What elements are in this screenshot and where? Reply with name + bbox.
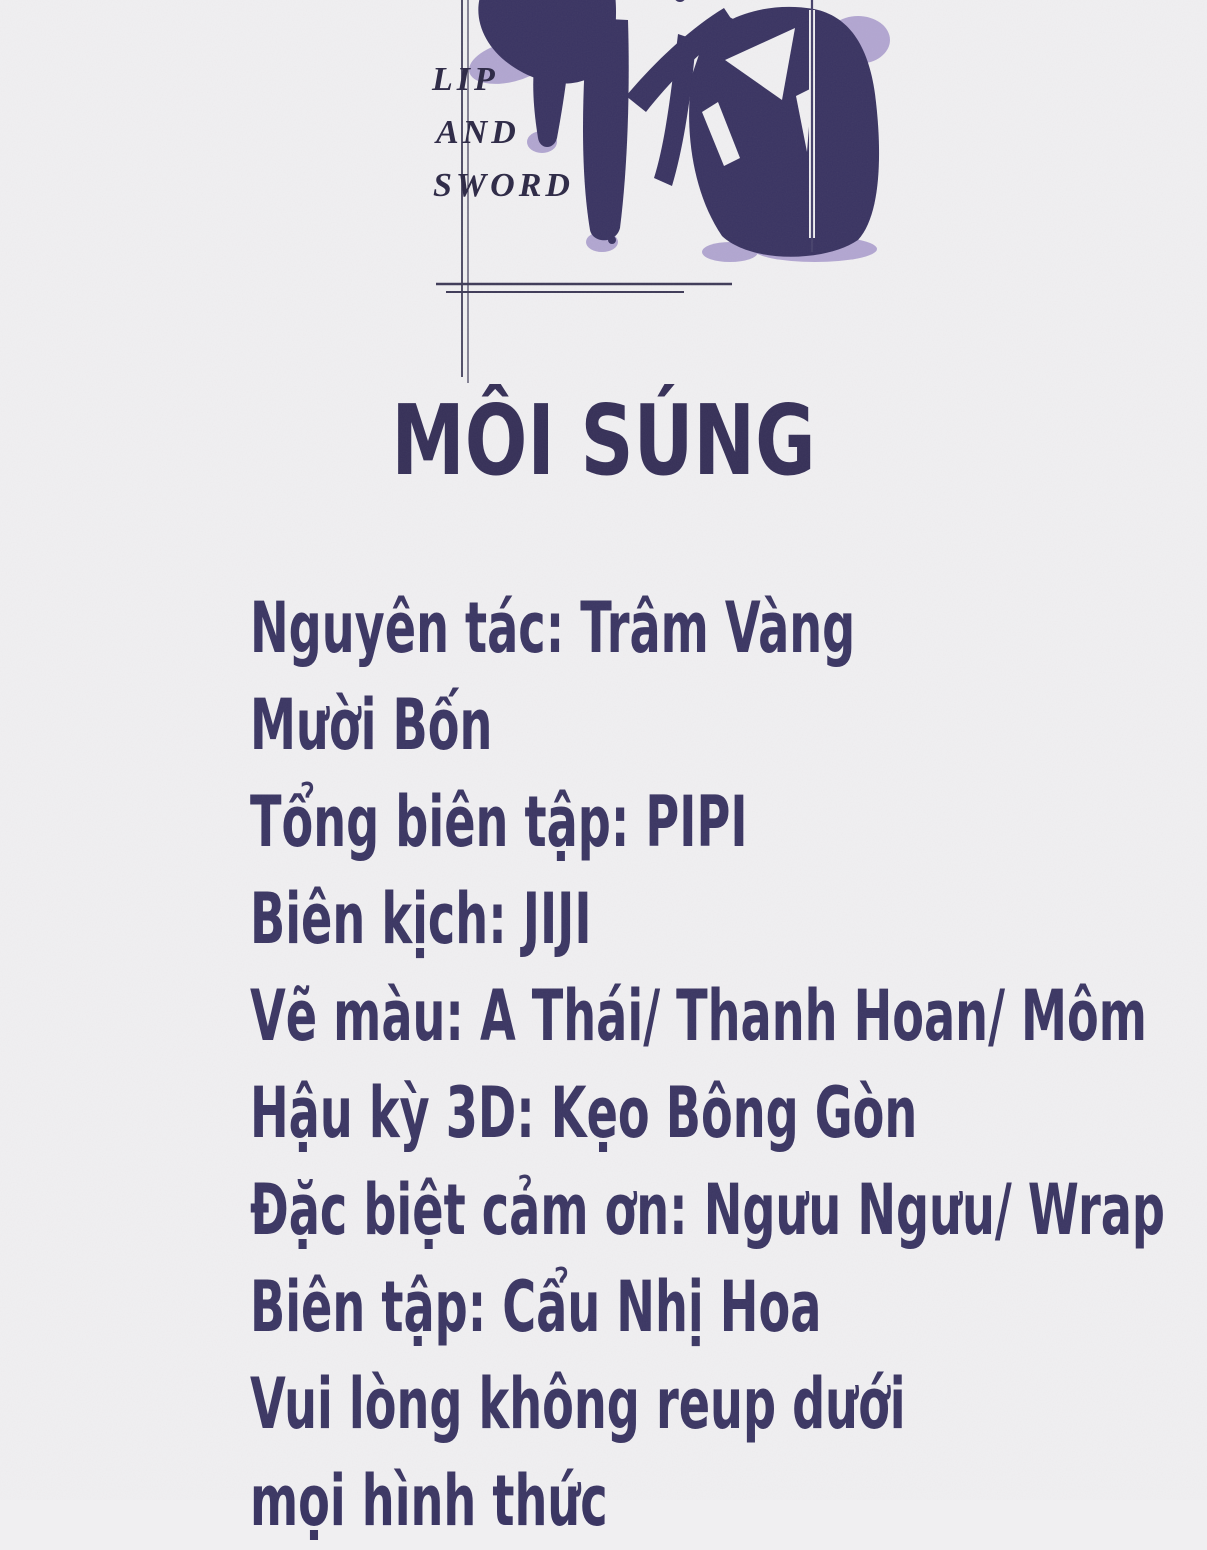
chinese-brush-character — [478, 0, 879, 257]
logo-word-and: AND — [436, 114, 520, 151]
credit-line-no-reup-2: mọi hình thức — [250, 1460, 608, 1542]
page-title: MÔI SÚNG — [391, 384, 816, 497]
credits-list — [250, 580, 1165, 1550]
credit-line-special-thanks: Đặc biệt cảm ơn: Ngưu Ngưu/ Wrap — [250, 1169, 1166, 1251]
lip-and-sword-logo — [430, 0, 890, 390]
credit-line-3d-post: Hậu kỳ 3D: Kẹo Bông Gòn — [250, 1072, 918, 1154]
logo-word-sword: SWORD — [433, 167, 574, 204]
credit-line-no-reup-1: Vui lòng không reup dưới — [250, 1363, 906, 1445]
credit-line-chief-editor: Tổng biên tập: PIPI — [250, 781, 748, 863]
credit-line-editor: Biên tập: Cẩu Nhị Hoa — [250, 1266, 822, 1348]
credit-line-scriptwriter: Biên kịch: JIJI — [250, 878, 592, 960]
logo-word-lip: LIP — [432, 61, 499, 98]
credit-line-original-author-2: Mười Bốn — [250, 684, 493, 766]
credit-line-colorists: Vẽ màu: A Thái/ Thanh Hoan/ Môm — [250, 975, 1147, 1057]
credit-line-original-author: Nguyên tác: Trâm Vàng — [250, 587, 856, 669]
